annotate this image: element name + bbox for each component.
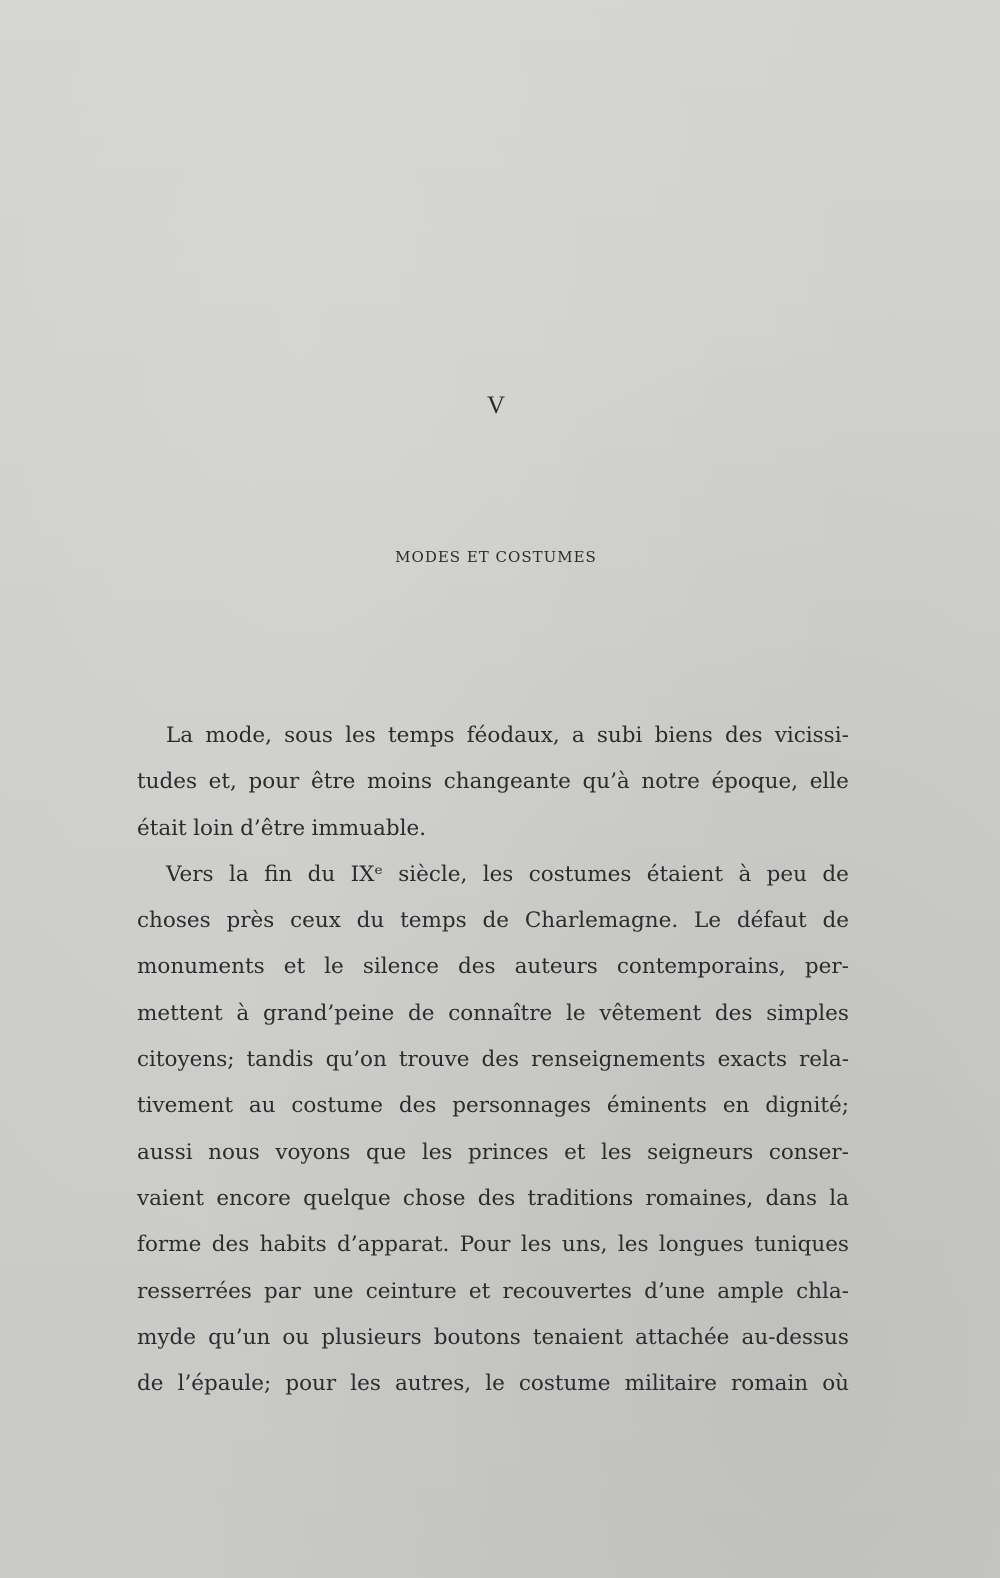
chapter-number: V bbox=[486, 392, 506, 419]
text-line: resserrées par une ceinture et recouvertes d’une ample chla- bbox=[137, 1278, 849, 1304]
text-line: citoyens; tandis qu’on trouve des renseignements exacts rela- bbox=[137, 1047, 849, 1073]
text-line: était loin d’être immuable. bbox=[137, 815, 427, 841]
text-line: aussi nous voyons que les princes et les seigneurs conser- bbox=[137, 1139, 849, 1165]
text-line: forme des habits d’apparat. Pour les uns, les longues tuniques bbox=[137, 1232, 849, 1258]
body-text bbox=[137, 713, 849, 1407]
text-line: mettent à grand’peine de connaître le vêtement des simples bbox=[137, 1000, 849, 1026]
text-line: choses près ceux du temps de Charlemagne. Le défaut de bbox=[137, 908, 849, 934]
text-line: myde qu’un ou plusieurs boutons tenaient attachée au-dessus bbox=[137, 1324, 849, 1350]
text-line: La mode, sous les temps féodaux, a subi biens des vicissi- bbox=[166, 723, 849, 748]
text-line: tudes et, pour être moins changeante qu’à notre époque, elle bbox=[137, 769, 849, 795]
text-line: tivement au costume des personnages éminents en dignité; bbox=[137, 1093, 849, 1119]
text-line: de l’épaule; pour les autres, le costume militaire romain où bbox=[137, 1371, 849, 1397]
text-line: Vers la fin du IXᵉ siècle, les costumes étaient à peu de bbox=[166, 861, 849, 887]
chapter-title: MODES ET COSTUMES bbox=[395, 548, 597, 566]
text-line: vaient encore quelque chose des traditions romaines, dans la bbox=[137, 1185, 849, 1211]
text-line: monuments et le silence des auteurs contemporains, per- bbox=[137, 954, 849, 980]
